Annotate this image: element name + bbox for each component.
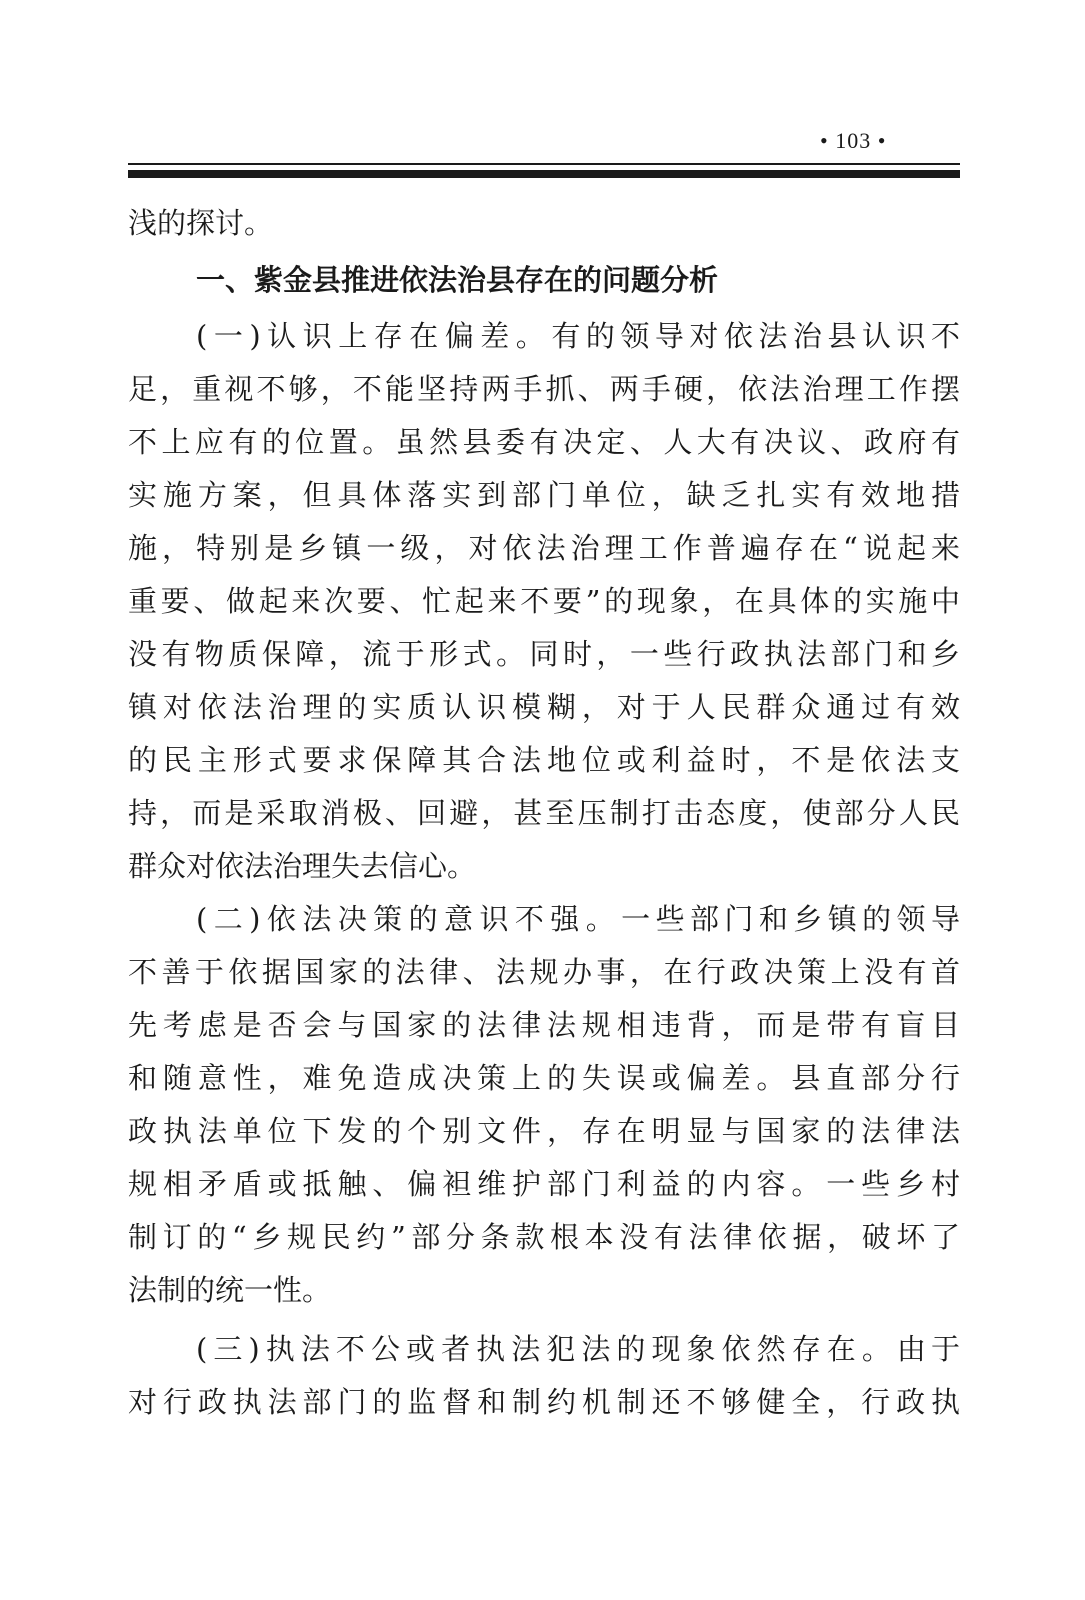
paragraph-line: 不上应有的位置。虽然县委有决定、人大有决议、政府有 (128, 425, 960, 459)
paragraph-line: 群众对依法治理失去信心。 (128, 849, 477, 883)
paragraph-line: 不善于依据国家的法律、法规办事，在行政决策上没有首 (128, 955, 960, 989)
intro-line: 浅的探讨。 (128, 206, 274, 240)
paragraph-line: 的民主形式要求保障其合法地位或利益时，不是依法支 (128, 743, 960, 777)
paragraph-line (128, 1323, 960, 1376)
subsection-title: (二)依法决策的意识不强。 (196, 902, 622, 936)
header-rule-thick (128, 170, 960, 178)
paragraph-line: 对行政执法部门的监督和制约机制还不够健全，行政执 (128, 1385, 960, 1419)
paragraph-text: 有的领导对依法治县认识不 (551, 319, 960, 353)
header-rule-thin (128, 163, 960, 165)
paragraph-text: 一些部门和乡镇的领导 (621, 902, 960, 936)
page-number: • 103 • (820, 128, 887, 153)
paragraph-line: 重要、做起来次要、忙起来不要”的现象，在具体的实施中 (128, 584, 960, 618)
paragraph-line: 镇对依法治理的实质认识模糊，对于人民群众通过有效 (128, 690, 960, 724)
body-text (128, 197, 960, 1429)
paragraph-line: 制订的“乡规民约”部分条款根本没有法律依据，破坏了 (128, 1220, 960, 1254)
paragraph-line (128, 310, 960, 363)
paragraph-line: 施，特别是乡镇一级，对依法治理工作普遍存在“说起来 (128, 531, 960, 565)
paragraph-text: 由于 (896, 1332, 960, 1366)
paragraph-line: 和随意性，难免造成决策上的失误或偏差。县直部分行 (128, 1061, 960, 1095)
paragraph-line: 持，而是采取消极、回避，甚至压制打击态度，使部分人民 (128, 796, 960, 830)
paragraph-line: 实施方案，但具体落实到部门单位，缺乏扎实有效地措 (128, 478, 960, 512)
paragraph-line: 没有物质保障，流于形式。同时，一些行政执法部门和乡 (128, 637, 960, 671)
subsection-title: (一)认识上存在偏差。 (196, 319, 552, 353)
paragraph-line: 规相矛盾或抵触、偏袒维护部门利益的内容。一些乡村 (128, 1167, 960, 1201)
paragraph-line: 先考虑是否会与国家的法律法规相违背，而是带有盲目 (128, 1008, 960, 1042)
paragraph-line: 法制的统一性。 (128, 1273, 332, 1307)
paragraph-line (128, 893, 960, 946)
paragraph-line: 政执法单位下发的个别文件，存在明显与国家的法律法 (128, 1114, 960, 1148)
subsection-title: (三)执法不公或者执法犯法的现象依然存在。 (196, 1332, 897, 1366)
paragraph-line: 足，重视不够，不能坚持两手抓、两手硬，依法治理工作摆 (128, 372, 960, 406)
section-heading: 一、紫金县推进依法治县存在的问题分析 (196, 263, 719, 297)
